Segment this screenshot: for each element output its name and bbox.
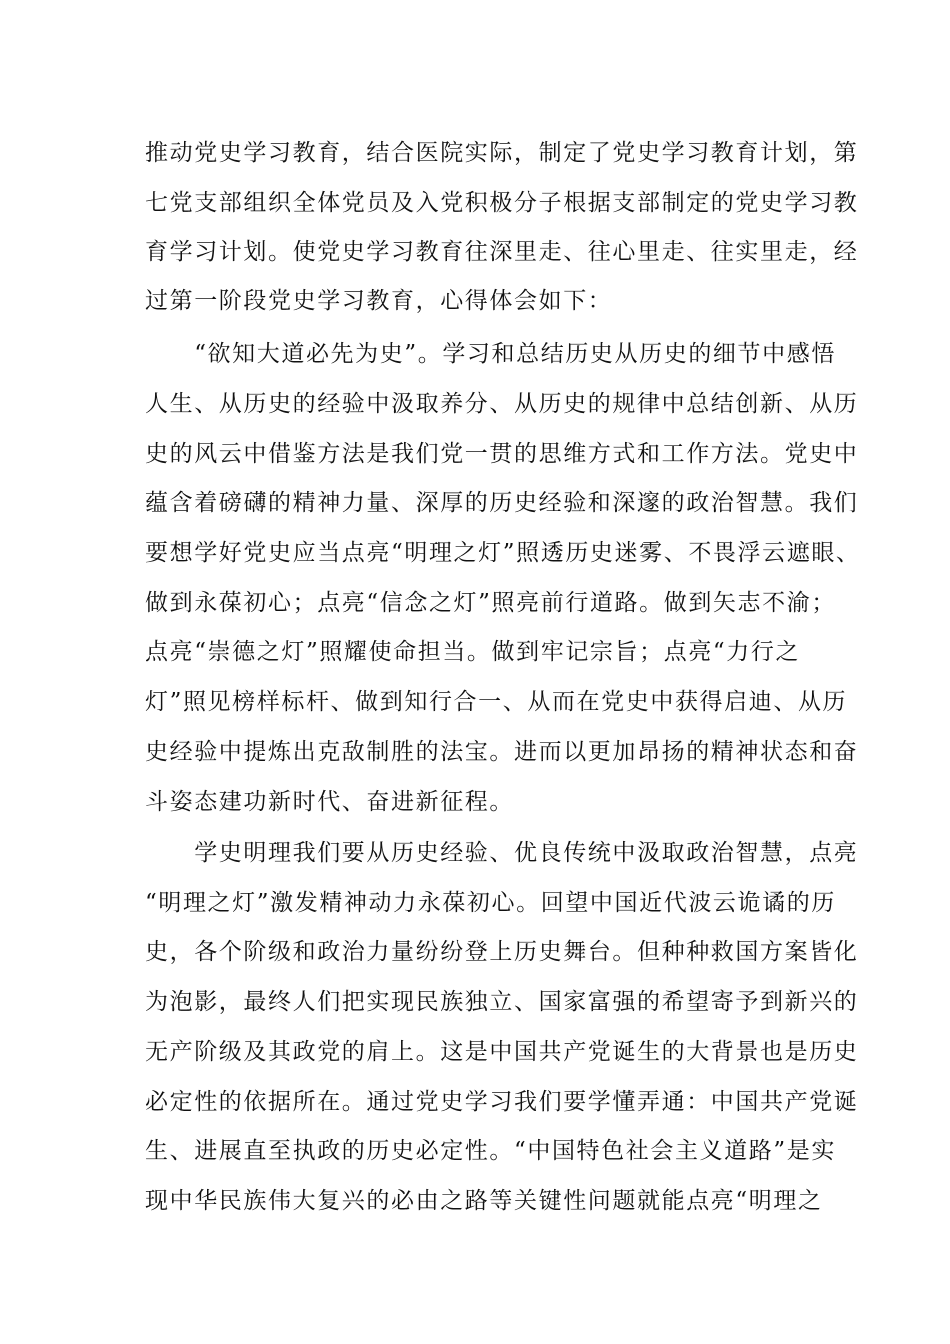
text-line: 斗姿态建功新时代、奋进新征程。 xyxy=(145,789,514,815)
text-line: 史的风云中借鉴方法是我们党一贯的思维方式和工作方法。党史中 xyxy=(145,441,859,467)
text-line: 必定性的依据所在。通过党史学习我们要学懂弄通：中国共产党诞 xyxy=(145,1089,859,1115)
text-line: 为泡影，最终人们把实现民族独立、国家富强的希望寄予到新兴的 xyxy=(145,989,859,1015)
text-line: 生、进展直至执政的历史必定性。“中国特色社会主义道路”是实 xyxy=(145,1138,836,1164)
text-line: 育学习计划。使党史学习教育往深里走、往心里走、往实里走，经 xyxy=(145,239,859,265)
text-line: 过第一阶段党史学习教育，心得体会如下： xyxy=(145,288,613,314)
text-line: “欲知大道必先为史”。学习和总结历史从历史的细节中感悟 xyxy=(145,341,836,367)
text-line: 人生、从历史的经验中汲取养分、从历史的规律中总结创新、从历 xyxy=(145,391,859,417)
text-line: 史经验中提炼出克敌制胜的法宝。进而以更加昂扬的精神状态和奋 xyxy=(145,739,859,765)
text-line: 现中华民族伟大复兴的必由之路等关键性问题就能点亮“明理之 xyxy=(145,1188,823,1214)
text-line: 要想学好党史应当点亮“明理之灯”照透历史迷雾、不畏浮云遮眼、 xyxy=(145,540,861,566)
text-line: “明理之灯”激发精神动力永葆初心。回望中国近代波云诡谲的历 xyxy=(145,890,836,916)
text-line: 灯”照见榜样标杆、做到知行合一、从而在党史中获得启迪、从历 xyxy=(145,689,848,715)
text-line: 做到永葆初心；点亮“信念之灯”照亮前行道路。做到矢志不渝； xyxy=(145,590,836,616)
text-line: 学史明理我们要从历史经验、优良传统中汲取政治智慧，点亮 xyxy=(145,840,859,866)
text-line: 七党支部组织全体党员及入党积极分子根据支部制定的党史学习教 xyxy=(145,190,859,216)
text-line: 点亮“崇德之灯”照耀使命担当。做到牢记宗旨；点亮“力行之 xyxy=(145,639,801,665)
text-line: 史，各个阶级和政治力量纷纷登上历史舞台。但种种救国方案皆化 xyxy=(145,939,859,965)
text-line: 蕴含着磅礴的精神力量、深厚的历史经验和深邃的政治智慧。我们 xyxy=(145,490,859,516)
text-line: 推动党史学习教育，结合医院实际，制定了党史学习教育计划，第 xyxy=(145,140,859,166)
text-line: 无产阶级及其政党的肩上。这是中国共产党诞生的大背景也是历史 xyxy=(145,1039,859,1065)
